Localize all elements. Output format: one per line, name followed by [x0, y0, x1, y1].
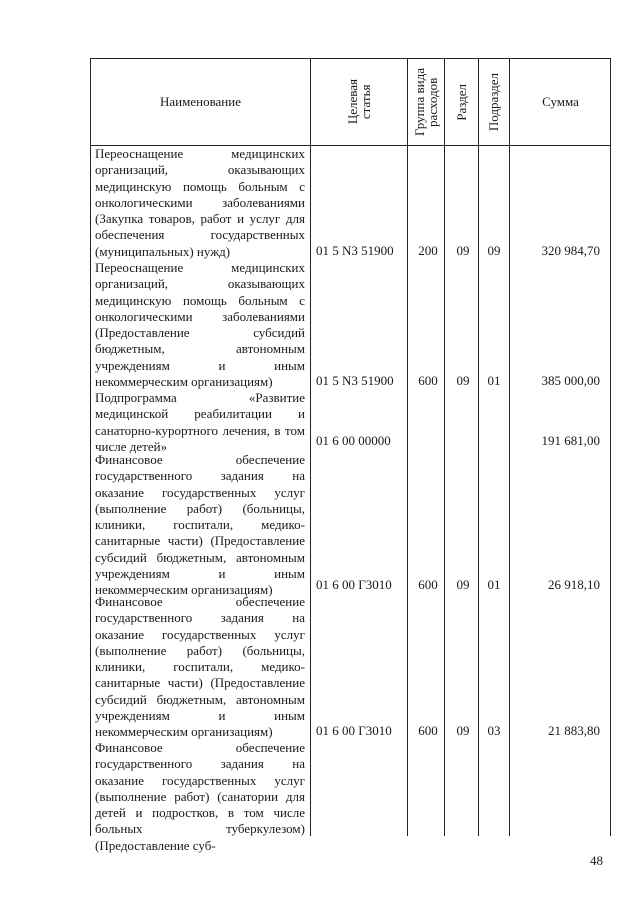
row-subsection: 03 — [487, 723, 501, 738]
header-target-cell — [310, 59, 407, 145]
col-divider — [407, 59, 408, 836]
row-code: 01 5 N3 51900 — [316, 243, 394, 258]
col-divider — [444, 59, 445, 836]
row-sum: 320 984,70 — [541, 243, 600, 258]
row-name: Финансовое обеспечение государственного задания на оказание государственных услуг (выполнение работ) (больницы, клиники, госпитали, медико-санитарные части) (Предоставление субсидий бюджетным, автономным учреждениям и иным некоммерческим организациям) — [95, 594, 305, 740]
row-group: 200 — [418, 243, 438, 258]
row-group: 600 — [418, 373, 438, 388]
row-sum: 385 000,00 — [541, 373, 600, 388]
row-name: Переоснащение медицинских организаций, оказывающих медицинскую помощь больным с онкологическими заболеваниями (Предоставление субсидий бюджетным, автономным учреждениям и иным некоммерческим организациям) — [95, 260, 305, 390]
row-subsection: 01 — [487, 373, 501, 388]
row-sum: 26 918,10 — [548, 577, 600, 592]
row-subsection: 09 — [487, 243, 501, 258]
header-subsection-cell — [478, 59, 509, 145]
row-code: 01 5 N3 51900 — [316, 373, 394, 388]
row-section: 09 — [456, 723, 470, 738]
header-target: Целевая статья — [344, 79, 373, 125]
row-name: Финансовое обеспечение государственного задания на оказание государственных услуг (выполнение работ) (больницы, клиники, госпитали, медико-санитарные части) (Предоставление субсидий бюджетным, автономным учреждениям и иным некоммерческим организациям) — [95, 452, 305, 598]
header-section-cell — [444, 59, 478, 145]
col-divider — [310, 59, 311, 836]
row-sum: 21 883,80 — [548, 723, 600, 738]
row-code: 01 6 00 Г3010 — [316, 577, 392, 592]
header-section: Раздел — [453, 83, 469, 121]
header-sum: Сумма — [542, 94, 579, 109]
header-sum-cell — [509, 59, 612, 145]
row-group: 600 — [418, 723, 438, 738]
row-sum: 191 681,00 — [541, 433, 600, 448]
header-name: Наименование — [160, 94, 241, 109]
header-name-cell — [91, 59, 310, 145]
header-subsection: Подраздел — [486, 72, 501, 132]
row-name: Финансовое обеспечение государственного задания на оказание государственных услуг (выполнение работ) (санатории для детей и подростков, в том числе больных туберкулезом) (Предоставление суб- — [95, 740, 305, 853]
row-section: 09 — [456, 243, 470, 258]
row-code: 01 6 00 00000 — [316, 433, 391, 448]
row-subsection: 01 — [487, 577, 501, 592]
page-number: 48 — [590, 853, 603, 868]
row-code: 01 6 00 Г3010 — [316, 723, 392, 738]
header-group-cell — [407, 59, 444, 145]
row-name: Переоснащение медицинских организаций, оказывающих медицинскую помощь больным с онкологическими заболеваниями (Закупка товаров, работ и услуг для обеспечения государственных (муниципальных) нужд) — [95, 146, 305, 259]
row-group: 600 — [418, 577, 438, 592]
row-name: Подпрограмма «Развитие медицинской реабилитации и санаторно-курортного лечения, в том числе детей» — [95, 390, 305, 454]
header-group: Группа вида расходов — [411, 68, 440, 136]
col-divider — [509, 59, 510, 836]
col-divider — [478, 59, 479, 836]
row-section: 09 — [456, 373, 470, 388]
row-section: 09 — [456, 577, 470, 592]
